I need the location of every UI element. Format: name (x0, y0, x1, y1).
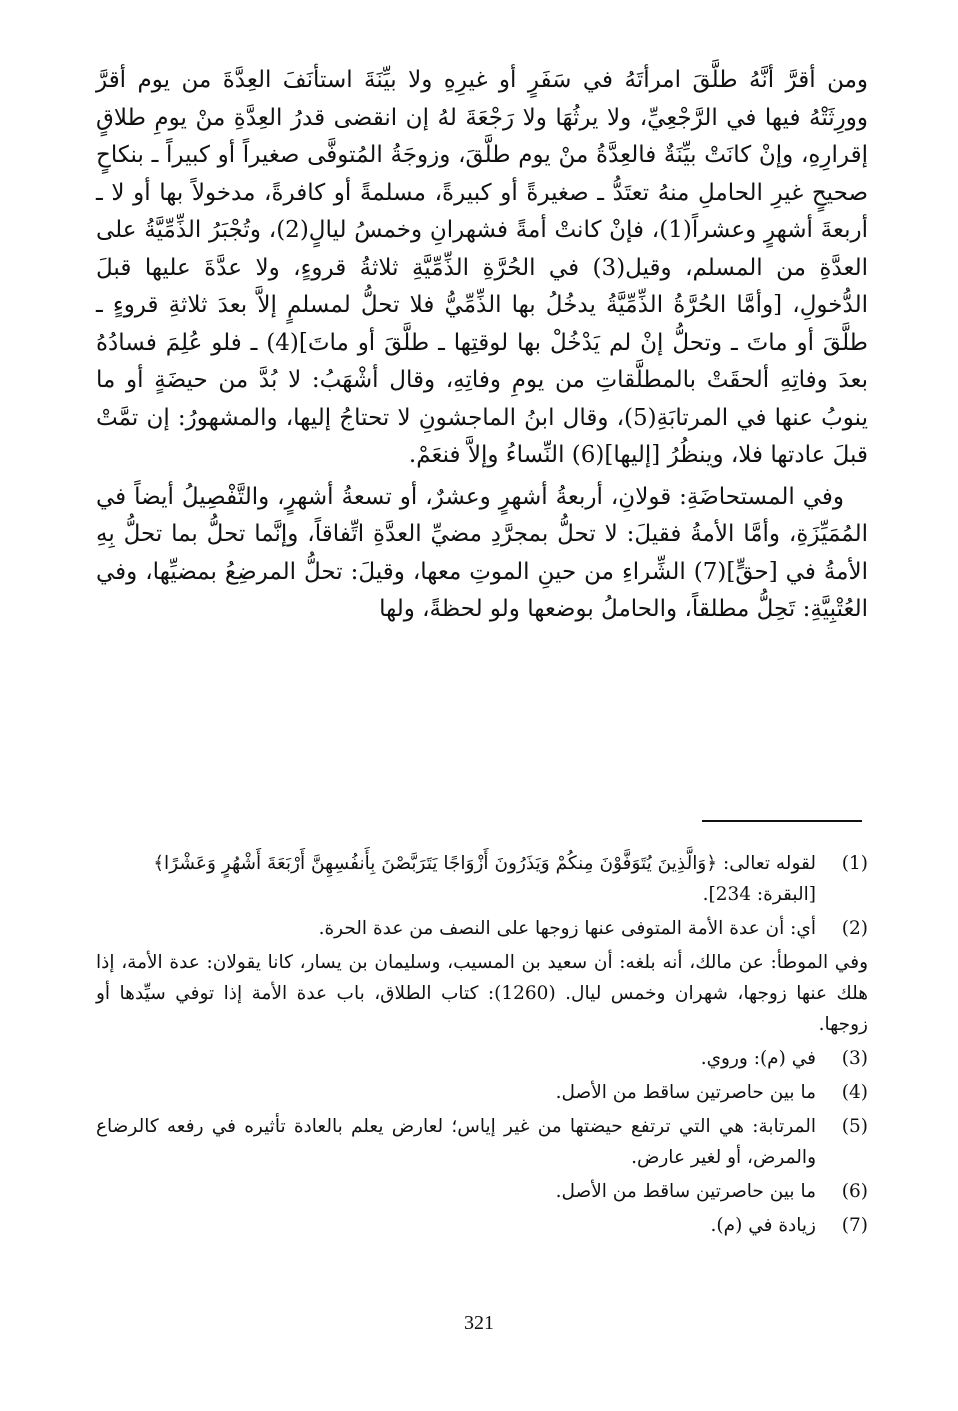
footnote-number: (3) (841, 1048, 868, 1069)
footnote-text: لقوله تعالى: ﴿وَالَّذِينَ يُتَوَفَّوْنَ مِنكُمْ وَيَذَرُونَ أَزْوَاجًا يَتَرَبَّصْنَ بِأَنفُسِهِنَّ أَرْبَعَةَ أَشْهُرٍ وَعَشْرًا﴾ (153, 853, 816, 874)
footnote-text: أي: أن عدة الأمة المتوفى عنها زوجها على النصف من عدة الحرة. (318, 918, 816, 939)
footnote-number: (2) (841, 918, 868, 939)
footnote-6 (96, 1176, 868, 1207)
footnote-separator (702, 820, 862, 822)
footnote-text: ما بين حاصرتين ساقط من الأصل. (555, 1181, 816, 1202)
footnote-3 (96, 1043, 868, 1074)
footnote-number: (1) (841, 853, 868, 874)
paragraph-2: وفي المستحاضَةِ: قولانِ، أربعةُ أشهرٍ وعشرٌ، أو تسعةُ أشهرٍ، والتَّفْصِيلُ أيضاً في المُمَيِّزَةِ، وأمَّا الأمةُ فقيلَ: لا تحلُّ بمجرَّدِ مضيِّ العدَّةِ اتِّفاقاً، وإنَّما تحلُّ بما تحلُّ بِهِ الأمةُ في [حقٍّ](7) الشِّراءِ من حينِ الموتِ معها، وقيلَ: تحلُّ المرضِعُ بمضيِّها، وفي العُتْبِيَّةِ: تَحِلُّ مطلقاً، والحاملُ بوضعها ولو لحظةً، ولها (96, 483, 868, 622)
footnotes (96, 848, 868, 1244)
main-text (96, 62, 868, 633)
footnote-number: (7) (841, 1215, 868, 1236)
footnote-number: (6) (841, 1181, 868, 1202)
footnote-text: زيادة في (م). (710, 1215, 816, 1236)
footnote-4 (96, 1077, 868, 1108)
footnote-text: [البقرة: 234]. (702, 884, 816, 905)
footnote-text: المرتابة: هي التي ترتفع حيضتها من غير إياس؛ لعارض يعلم بالعادة تأثيره في رفعه كالرضاع والمرض، أو لغير عارض. (96, 1116, 816, 1168)
footnote-number: (4) (841, 1082, 868, 1103)
footnote-1 (96, 848, 868, 910)
footnote-text: ما بين حاصرتين ساقط من الأصل. (555, 1082, 816, 1103)
footnote-text: في (م): وروي. (700, 1048, 816, 1069)
footnote-number: (5) (841, 1116, 868, 1137)
footnote-text: وفي الموطأ: عن مالك، أنه بلغه: أن سعيد بن المسيب، وسليمان بن يسار، كانا يقولان: عدة الأمة، إذا هلك عنها زوجها، شهران وخمس ليال. (1260): كتاب الطلاق، باب عدة الأمة إذا توفي سيِّدها أو زوجها. (96, 952, 868, 1035)
page-number: 321 (464, 1312, 494, 1334)
footnote-5 (96, 1111, 868, 1173)
footnote-2 (96, 913, 868, 944)
paragraph-1: ومن أقرَّ أنَّهُ طلَّقَ امرأتَهُ في سَفَرٍ أو غيرِهِ ولا بيِّنَةَ استأنَفَ العِدَّةَ من يوم أقرَّ وورِثَتْهُ فيها في الرَّجْعِيِّ، ولا يرثُهَا ولا رَجْعَةَ لهُ إن انقضى قدرُ العِدَّةِ منْ يومِ طلاقٍ إقرارِهِ، وإنْ كانَتْ بيِّنَةٌ فالعِدَّةُ منْ يوم طلَّقَ، وزوجَةُ المُتوفَّى صغيراً أو كبيراً ـ بنكاحٍ صحيحٍ غيرِ الحاملِ منهُ تعتَدُّ ـ صغيرةً أو كبيرةً، مسلمةً أو كافرةً، مدخولاً بها أو لا ـ أربعةَ أشهرٍ وعشراً(1)، فإنْ كانتْ أمةً فشهرانِ وخمسُ ليالٍ(2)، وتُجْبَرُ الذِّمِّيَّةُ على العدَّةِ من المسلم، وقيل(3) في الحُرَّةِ الذِّمِّيَّةِ ثلاثةُ قروءٍ، ولا عدَّةَ عليها قبلَ الدُّخولِ، [وأمَّا الحُرَّةُ الذِّمِّيَّةُ يدخُلُ بها الذِّمِّيُّ فلا تحلُّ لمسلمٍ إلاَّ بعدَ ثلاثةِ قروءٍ ـ طلَّقَ أو ماتَ ـ وتحلُّ إنْ لم يَدْخُلْ بها لوقتِها ـ طلَّقَ أو ماتَ](4) ـ فلو عُلِمَ فسادُهُ بعدَ وفاتِهِ ألحقَتْ بالمطلَّقاتِ من يومِ وفاتِهِ، وقال أشْهَبُ: لا بُدَّ من حيضَةٍ أو ما ينوبُ عنها في المرتابَةِ(5)، وقال ابنُ الماجشونِ لا تحتاجُ إليها، والمشهورُ: إن تمَّتْ قبلَ عادتها فلا، وينظُرُ [إليها](6) النِّساءُ وإلاَّ فنعَمْ. (96, 67, 869, 468)
footnote-7 (96, 1210, 868, 1241)
footnote-2-continued (96, 947, 868, 1040)
